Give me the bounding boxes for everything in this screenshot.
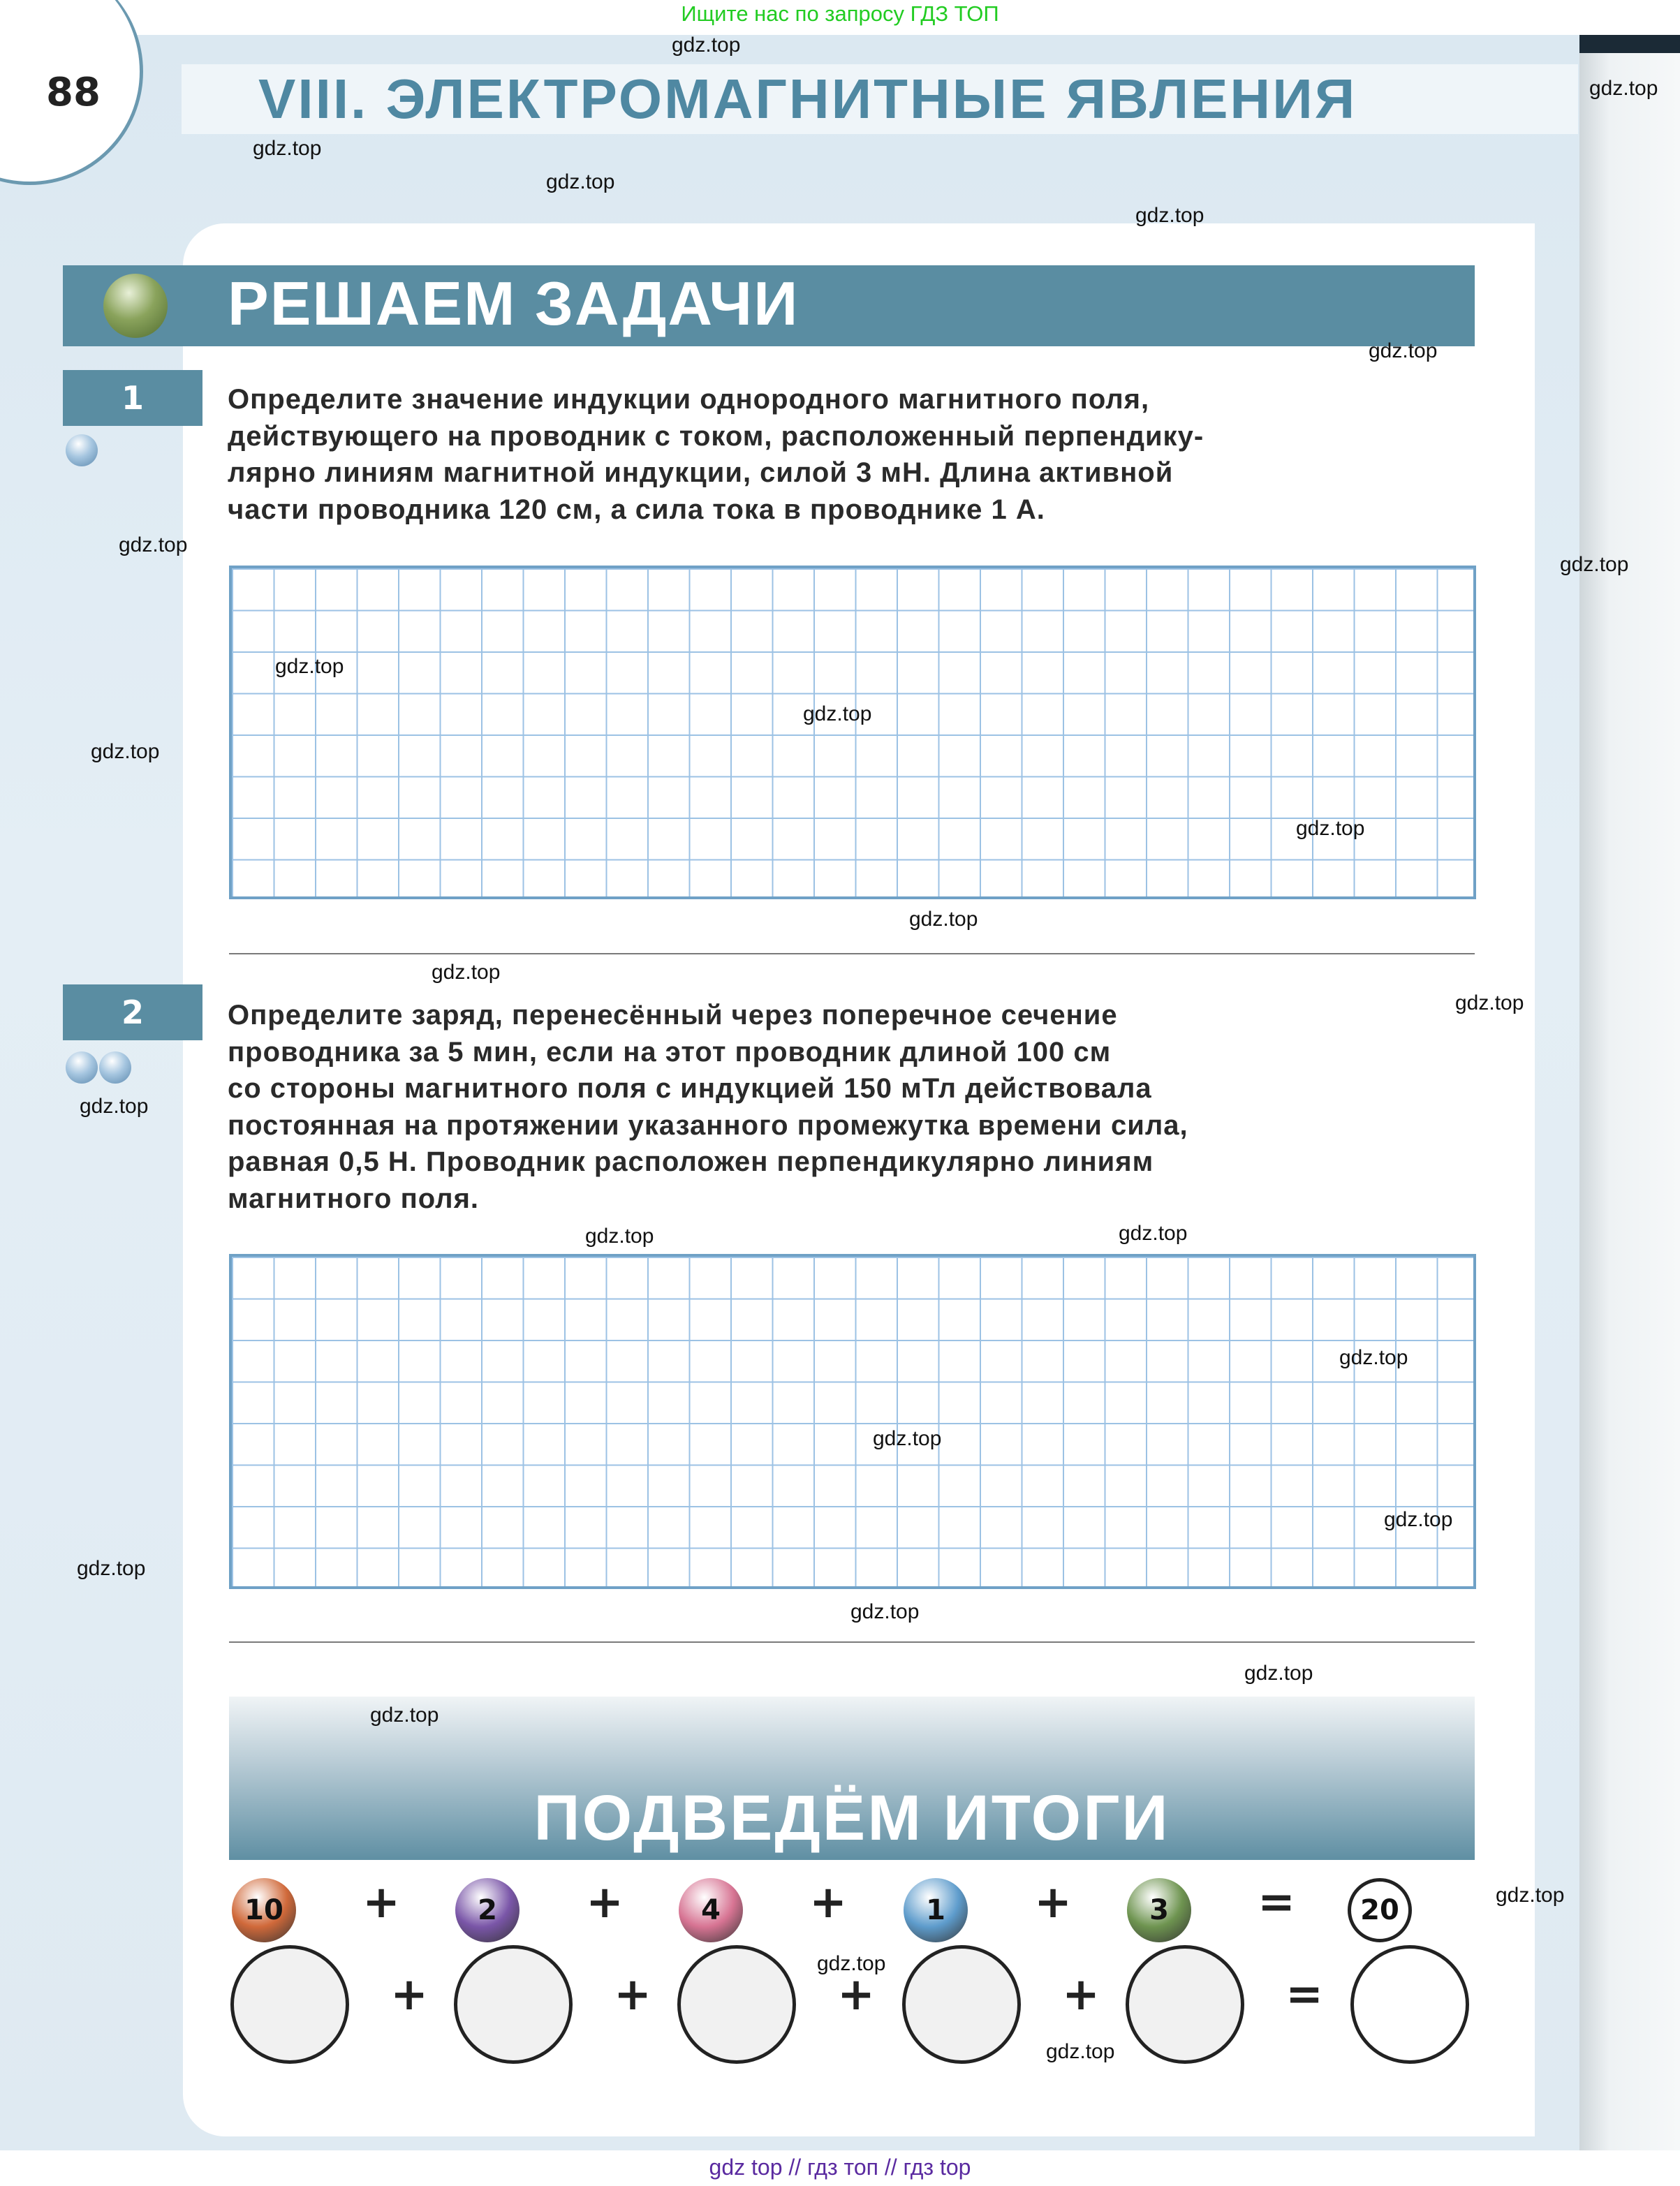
watermark: gdz.top	[909, 908, 978, 931]
score-input-oval[interactable]	[677, 1945, 796, 2064]
watermark: gdz.top	[1046, 2040, 1115, 2063]
score-input-oval[interactable]	[454, 1945, 573, 2064]
score-input-oval[interactable]	[230, 1945, 349, 2064]
task-line: Определите значение индукции однородного магнитного поля,	[228, 384, 1150, 415]
plus-sign: +	[1062, 1969, 1100, 2021]
watermark: gdz.top	[119, 533, 188, 556]
task-line: постоянная на протяжении указанного промежутка времени сила,	[228, 1109, 1188, 1141]
task-line: проводника за 5 мин, если на этот проводник длиной 100 см	[228, 1036, 1112, 1068]
total-score: 20	[1348, 1878, 1412, 1942]
answer-grid-2[interactable]	[229, 1254, 1476, 1589]
plus-sign: +	[362, 1877, 400, 1928]
page-number: 88	[46, 70, 101, 115]
task-line: лярно линиям магнитной индукции, силой 3 мН. Длина активной	[228, 457, 1174, 488]
watermark: gdz.top	[1369, 339, 1438, 362]
difficulty-ball-icon	[66, 1051, 98, 1084]
plus-sign: +	[586, 1877, 624, 1928]
task-number-1: 1	[63, 370, 202, 426]
watermark: gdz.top	[850, 1600, 920, 1623]
task-number-2: 2	[63, 984, 202, 1040]
plus-sign: +	[614, 1969, 651, 2021]
footer-links[interactable]: gdz top // гдз топ // гдз top	[709, 2155, 971, 2180]
watermark: gdz.top	[1384, 1508, 1453, 1531]
divider	[229, 1641, 1475, 1643]
watermark: gdz.top	[275, 655, 344, 678]
watermark: gdz.top	[1119, 1222, 1188, 1245]
plus-sign: +	[390, 1969, 428, 2021]
watermark: gdz.top	[1560, 553, 1629, 576]
watermark: gdz.top	[1339, 1346, 1408, 1369]
watermark: gdz.top	[546, 170, 615, 193]
watermark: gdz.top	[1589, 77, 1658, 100]
task-line: Определите заряд, перенесённый через поперечное сечение	[228, 1000, 1118, 1031]
score-ball-1: 1	[904, 1878, 968, 1942]
watermark: gdz.top	[1135, 204, 1204, 227]
score-input-oval[interactable]	[902, 1945, 1021, 2064]
watermark: gdz.top	[77, 1557, 146, 1580]
watermark: gdz.top	[585, 1225, 654, 1248]
chapter-title: VIII. ЭЛЕКТРОМАГНИТНЫЕ ЯВЛЕНИЯ	[258, 68, 1357, 130]
total-input-oval[interactable]	[1350, 1945, 1469, 2064]
task-line: действующего на проводник с током, расположенный перпендику-	[228, 420, 1204, 452]
divider	[229, 953, 1475, 954]
task-2-text	[228, 997, 1188, 1217]
score-ball-10: 10	[232, 1878, 296, 1942]
watermark: gdz.top	[253, 137, 322, 160]
book-spine-edge	[1579, 35, 1680, 53]
watermark: gdz.top	[672, 34, 741, 57]
watermark: gdz.top	[817, 1952, 886, 1975]
equals-sign: =	[1258, 1877, 1295, 1928]
watermark: gdz.top	[432, 961, 501, 984]
watermark: gdz.top	[370, 1704, 439, 1727]
summary-title: ПОДВЕДЁМ ИТОГИ	[533, 1782, 1170, 1854]
answer-grid-1[interactable]	[229, 566, 1476, 899]
section-title: РЕШАЕМ ЗАДАЧИ	[228, 269, 800, 338]
watermark: gdz.top	[803, 702, 872, 725]
task-line: части проводника 120 см, а сила тока в проводнике 1 А.	[228, 494, 1045, 525]
task-line: магнитного поля.	[228, 1183, 480, 1214]
task-line: со стороны магнитного поля с индукцией 150 мТл действовала	[228, 1073, 1152, 1104]
book-spine	[1579, 35, 1680, 2150]
plus-sign: +	[809, 1877, 847, 1928]
green-ball-icon	[103, 274, 168, 338]
difficulty-ball-icon	[99, 1051, 131, 1084]
score-input-oval[interactable]	[1126, 1945, 1244, 2064]
score-ball-2: 2	[455, 1878, 520, 1942]
watermark: gdz.top	[1244, 1662, 1313, 1685]
score-ball-3: 3	[1127, 1878, 1191, 1942]
watermark: gdz.top	[91, 740, 160, 763]
watermark: gdz.top	[1496, 1884, 1565, 1907]
plus-sign: +	[1034, 1877, 1072, 1928]
score-ball-4: 4	[679, 1878, 743, 1942]
top-ad-text[interactable]: Ищите нас по запросу ГДЗ ТОП	[681, 1, 999, 26]
task-line: равная 0,5 Н. Проводник расположен перпендикулярно линиям	[228, 1146, 1154, 1177]
watermark: gdz.top	[1296, 817, 1365, 840]
watermark: gdz.top	[873, 1427, 942, 1450]
watermark: gdz.top	[1455, 991, 1524, 1014]
equals-sign: =	[1285, 1969, 1323, 2021]
difficulty-ball-icon	[66, 434, 98, 466]
task-1-text	[228, 381, 1204, 528]
watermark: gdz.top	[80, 1095, 149, 1118]
plus-sign: +	[837, 1969, 875, 2021]
